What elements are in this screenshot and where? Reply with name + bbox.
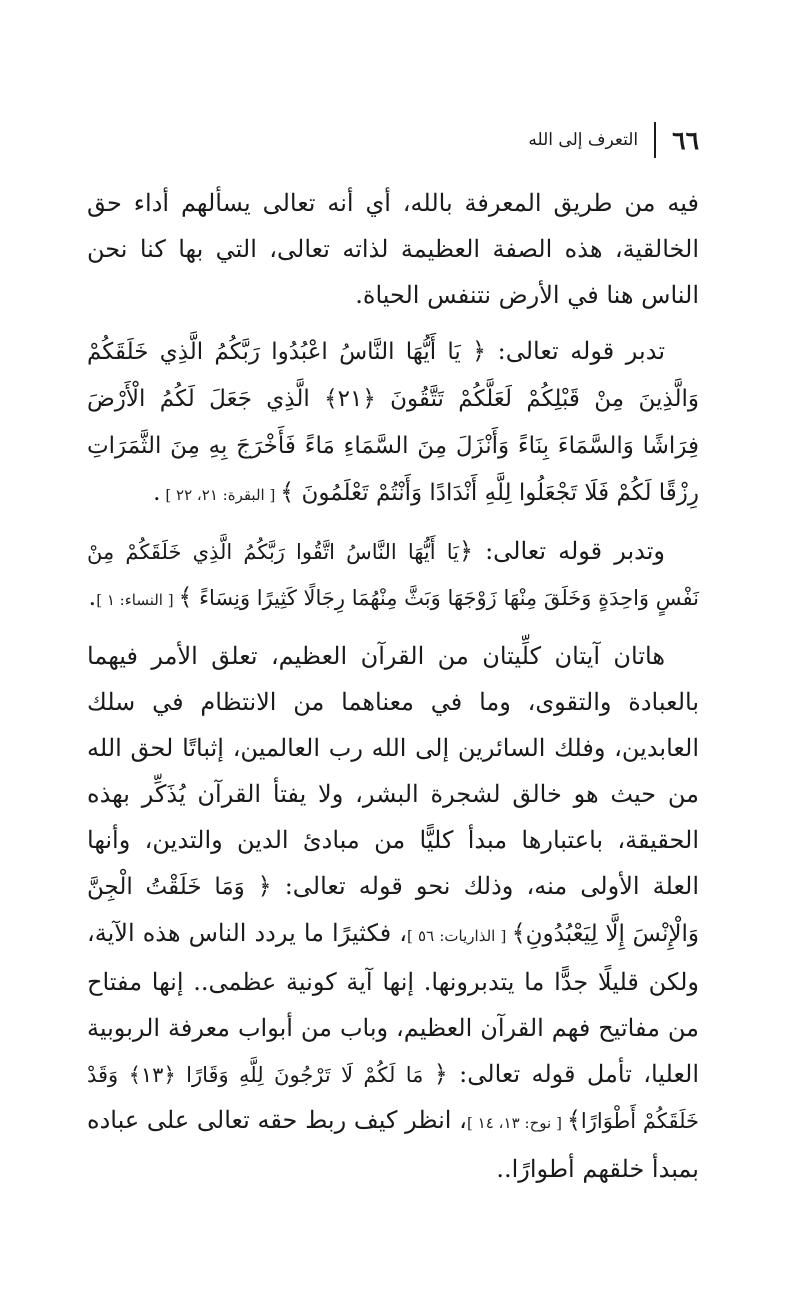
- quran-verse: وَمَا خَلَقْتُ الْجِنَّ وَالْإِنْسَ إِلَّا لِيَعْبُدُونِ: [87, 874, 700, 947]
- quran-verse: يَا أَيُّهَا النَّاسُ اتَّقُوا رَبَّكُمُ الَّذِي خَلَقَكُمْ مِنْ نَفْسٍ وَاحِدَةٍ وَخَلَقَ مِنْهَا زَوْجَهَا وَبَثَّ مِنْهُمَا رِجَالًا كَثِيرًا وَنِسَاءً: [87, 540, 699, 610]
- paragraph-3: [87, 528, 699, 623]
- quran-verse: مَا لَكُمْ لَا تَرْجُونَ لِلَّهِ وَقَارًا ﴿١٣﴾ وَقَدْ خَلَقَكُمْ أَطْوَارًا: [87, 1063, 700, 1133]
- body-text: فيه من طريق المعرفة بالله، أي أنه تعالى يسألهم أداء حق الخالقية، هذه الصفة العظيمة لذاته تعالى، التي بها كنا نحن الناس هنا في الأرض نتنفس الحياة.: [87, 189, 699, 309]
- quran-bracket-close: ﴾: [178, 583, 193, 611]
- body-text: ، فكثيرًا ما يردد الناس هذه الآية، ولكن قليلًا جدًّا ما يتدبرونها. إنها آية كونية عظمى.. إنها مفتاح من مفاتيح فهم القرآن العظيم، وباب من أبواب معرفة الربوبية العليا، تأمل قوله تعالى:: [87, 919, 700, 1088]
- body-text: وتدبر قوله تعالى:: [473, 537, 666, 565]
- page-number: ٦٦: [672, 125, 699, 155]
- body-text: هاتان آيتان كلِّيتان من القرآن العظيم، تعلق الأمر فيهما بالعبادة والتقوى، وما في معناهما من الانتظام في سلك العابدين، وفلك السائرين إلى الله رب العالمين، إثباتًا لحق الله من حيث هو خالق لشجرة البشر، ولا يفتأ القرآن يُذَكِّر بهذه الحقيقة، باعتبارها مبدأ كليًّا من مبادئ الدين والتدين، وأنها العلة الأولى منه، وذلك نحو قوله تعالى:: [87, 642, 700, 900]
- quran-bracket-open: ﴿: [472, 337, 487, 365]
- quran-bracket-close: ﴾: [566, 1106, 581, 1134]
- running-title: التعرف إلى الله: [528, 130, 639, 150]
- verse-reference: [ الذاريات: ٥٦ ]: [406, 927, 512, 945]
- header-divider: [654, 122, 656, 158]
- body-text: .: [153, 478, 161, 506]
- paragraph-4: [87, 633, 699, 1192]
- quran-verse: يَا أَيُّهَا النَّاسُ اعْبُدُوا رَبَّكُمُ الَّذِي خَلَقَكُمْ وَالَّذِينَ مِنْ قَبْلِكُمْ لَعَلَّكُمْ تَتَّقُونَ ﴿٢١﴾ الَّذِي جَعَلَ لَكُمُ الْأَرْضَ فِرَاشًا وَالسَّمَاءَ بِنَاءً وَأَنْزَلَ مِنَ السَّمَاءِ مَاءً فَأَخْرَجَ بِهِ مِنَ الثَّمَرَاتِ رِزْقًا لَكُمْ فَلَا تَجْعَلُوا لِلَّهِ أَنْدَادًا وَأَنْتُمْ تَعْلَمُونَ: [87, 339, 699, 506]
- page-body: [87, 180, 699, 1192]
- quran-bracket-open: ﴿: [257, 872, 272, 900]
- quran-bracket-open: ﴿: [433, 1060, 448, 1088]
- body-text: ، انظر كيف ربط حقه تعالى على عباده بمبدأ خلقهم أطوارًا..: [87, 1106, 699, 1183]
- verse-reference: [ نوح: ١٣، ١٤ ]: [466, 1114, 567, 1132]
- quran-bracket-close: ﴾: [511, 919, 526, 947]
- paragraph-1: [87, 180, 699, 318]
- verse-reference: [ النساء: ١ ]: [96, 591, 179, 609]
- page-header: [528, 120, 699, 160]
- body-text: تدبر قوله تعالى:: [486, 337, 666, 365]
- paragraph-2: [87, 328, 699, 518]
- quran-bracket-open: ﴿: [458, 537, 474, 565]
- body-text: .: [88, 583, 97, 611]
- quran-bracket-close: ﴾: [280, 478, 295, 506]
- verse-reference: [ البقرة: ٢١، ٢٢ ]: [160, 486, 281, 504]
